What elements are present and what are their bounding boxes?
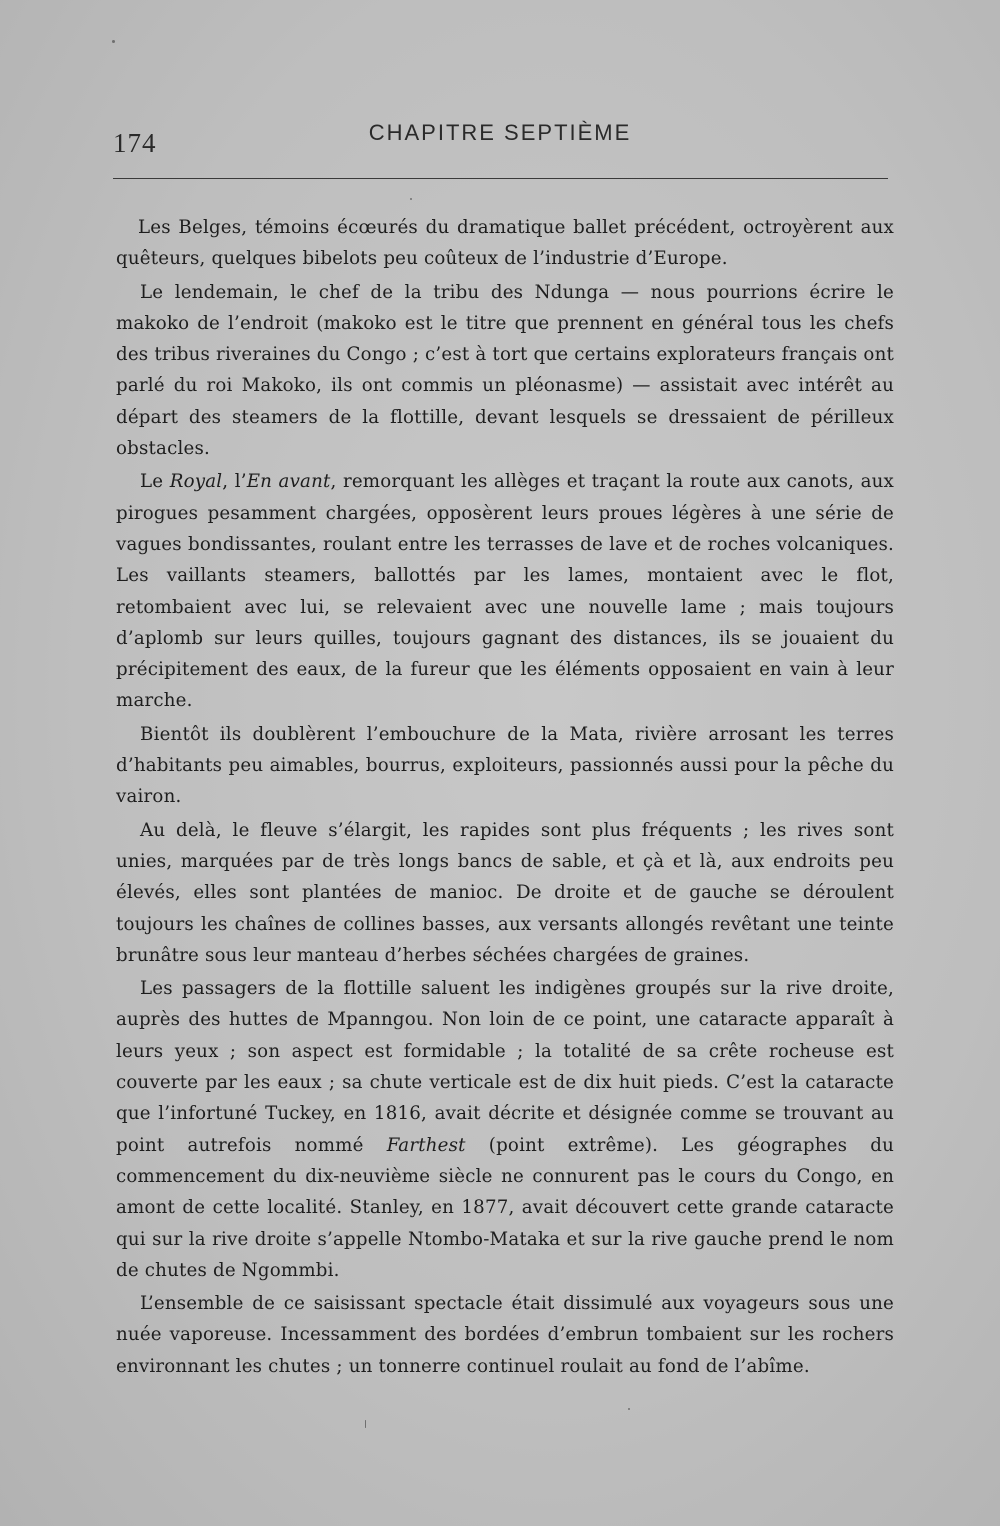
paragraph-text: , l’ [222, 471, 247, 493]
paragraph-text: Le [140, 471, 170, 493]
paragraph [116, 973, 894, 1286]
ship-name-en-avant: En avant [246, 471, 331, 493]
paragraph [116, 1288, 894, 1382]
paragraph [116, 212, 894, 275]
paragraph [116, 719, 894, 813]
paper-speck [365, 1420, 366, 1428]
body-text [116, 212, 894, 1382]
paragraph-text: , remorquant les allèges et traçant la route aux canots, aux pirogues pesamment chargées, opposèrent leurs proues légères à une série de vagues bondissantes, roulant entre les terrasses de lave et de roches volcaniques. Les vaillants steamers, ballottés par les lames, montaient avec le flot, retombaient avec lui, se relevaient avec une nouvelle lame ; mais toujours d’aplomb sur leurs quilles, toujours gagnant des distances, ils se jouaient du précipitement des eaux, de la fureur que les éléments opposaient en vain à leur marche. [116, 471, 894, 712]
paragraph-text: Le lendemain, le chef de la tribu des Ndunga — nous pourrions écrire le makoko de l’endroit (makoko est le titre que prennent en général tous les chefs des tribus riveraines du Congo ; c’est à tort que certains explorateurs français ont parlé du roi Makoko, ils ont commis un pléonasme) — assistait avec intérêt au départ des steamers de la flottille, devant lesquels se dressaient de périlleux obstacles. [116, 281, 894, 460]
paper-speck [112, 40, 115, 43]
paper-speck [628, 1408, 630, 1410]
paragraph-text: Les Belges, témoins écœurés du dramatique ballet précédent, octroyèrent aux quêteurs, quelques bibelots peu coûteux de l’industrie d’Europe. [116, 217, 894, 270]
paper-speck [410, 198, 412, 200]
paragraph-text: Au delà, le fleuve s’élargit, les rapides sont plus fréquents ; les rives sont unies, marquées par de très longs bancs de sable, et çà et là, aux endroits peu élevés, elles sont plantées de manioc. De droite et de gauche se déroulent toujours les chaînes de collines basses, aux versants allongés revêtant une teinte brunâtre sous leur manteau d’herbes séchées chargées de graines. [116, 819, 894, 966]
paragraph-text: Les passagers de la flottille saluent les indigènes groupés sur la rive droite, auprès des huttes de Mpanngou. Non loin de ce point, une cataracte apparaît à leurs yeux ; son aspect est formidable ; la totalité de sa crête rocheuse est couverte par les eaux ; sa chute verticale est de dix huit pieds. C’est la cataracte que l’infortuné Tuckey, en 1816, avait décrite et désignée comme se trouvant au point autrefois nommé [116, 978, 894, 1156]
paragraph-text: Bientôt ils doublèrent l’embouchure de la Mata, rivière arrosant les terres d’habitants peu aimables, bourrus, exploiteurs, passionnés aussi pour la pêche du vairon. [116, 723, 894, 808]
ship-name-royal: Royal [169, 471, 223, 493]
header-rule [113, 178, 888, 179]
running-title: CHAPITRE SEPTIÈME [368, 120, 632, 145]
paragraph-text: (point extrême). Les géographes du commencement du dix-neuvième siècle ne connurent pas le cours du Congo, en amont de cette localité. Stanley, en 1877, avait découvert cette grande cataracte qui sur la rive droite s’appelle Ntombo-Mataka et sur la rive gauche prend le nom de chutes de Ngommbi. [116, 1134, 895, 1281]
page-number: 174 [113, 128, 157, 158]
paragraph [116, 466, 894, 716]
paragraph [116, 815, 894, 971]
paragraph-text: L’ensemble de ce saisissant spectacle était dissimulé aux voyageurs sous une nuée vaporeuse. Incessamment des bordées d’embrun tombaient sur les rochers environnant les chutes ; un tonnerre continuel roulait au fond de l’abîme. [116, 1293, 894, 1377]
paragraph [116, 277, 894, 465]
place-name-farthest: Farthest [386, 1134, 466, 1156]
